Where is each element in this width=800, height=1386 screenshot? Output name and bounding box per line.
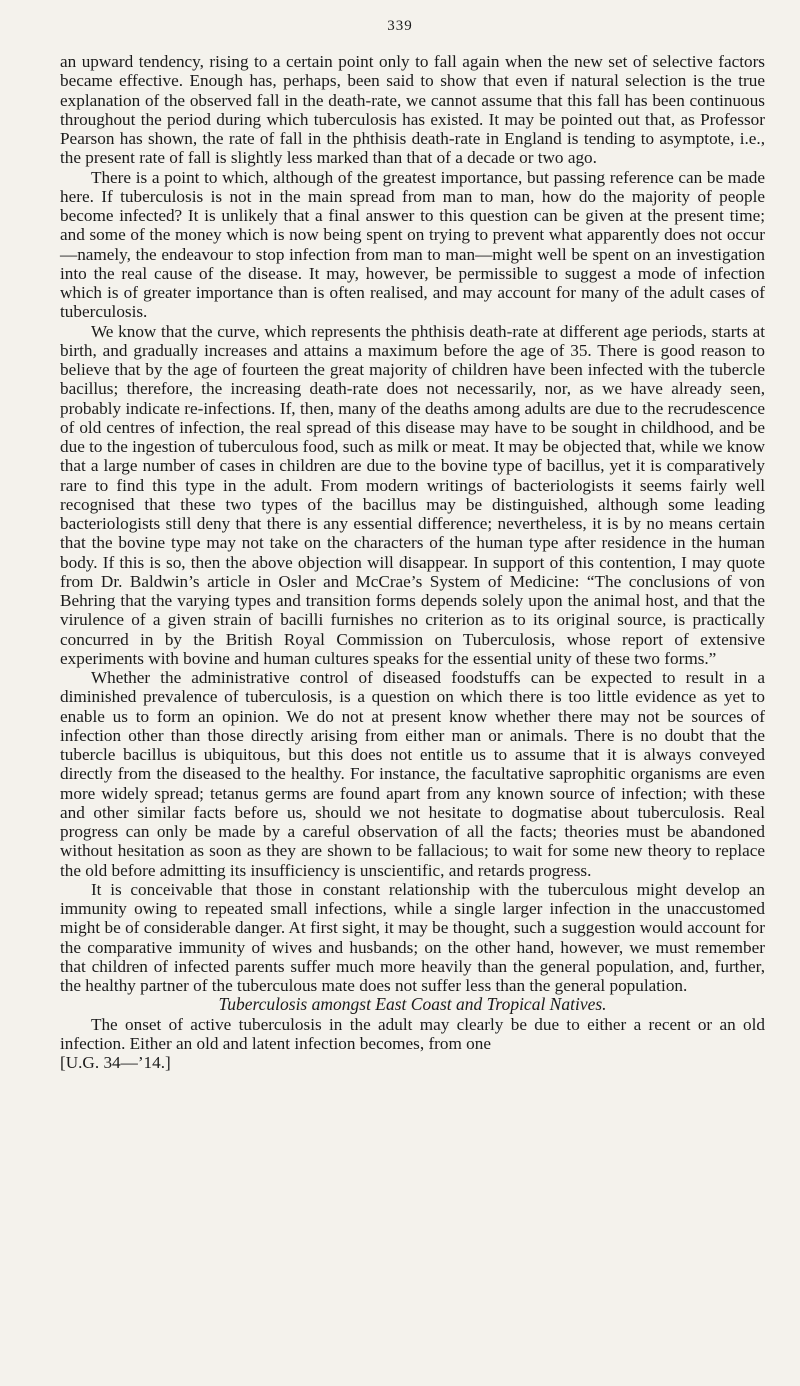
paragraph-6: The onset of active tuberculosis in the adult may clearly be due to either a recent or an old infection. Either an old and latent infection becomes, from one [60, 1014, 765, 1053]
paragraph-2: There is a point to which, although of the greatest importance, but passing reference can be made here. If tuberculosis is not in the main spread from man to man, how do the majority of people become infected? It is unlikely that a final answer to this question can be given at the present time; and some of the money which is now being spent on trying to prevent what apparently does not occur—namely, the endeavour to stop infection from man to man—might well be spent on an investigation into the real cause of the disease. It may, however, be permissible to suggest a mode of infection which is of greater importance than is often realised, and may account for many of the adult cases of tuberculosis. [60, 167, 765, 322]
page-number: 339 [387, 18, 413, 34]
section-heading: Tuberculosis amongst East Coast and Tropical Natives. [218, 994, 607, 1015]
paragraph-3: We know that the curve, which represents the phthisis death-rate at different age periods, starts at birth, and gradually increases and attains a maximum before the age of 35. There is good reason to believe that by the age of fourteen the great majority of children have been infected with the tubercle bacillus; therefore, the increasing death-rate does not necessarily, nor, as we have already seen, probably indicate re-infections. If, then, many of the deaths among adults are due to the recrudescence of old centres of infection, the real spread of this disease may have to be sought in childhood, and be due to the ingestion of tuberculous food, such as milk or meat. It may be objected that, while we know that a large number of cases in children are due to the bovine type of bacillus, yet it is comparatively rare to find this type in the adult. From modern writings of bacteriologists it seems fairly well recognised that these two types of the bacillus may be distinguished, although some leading bacteriologists still deny that there is any essential difference; nevertheless, it is by no means certain that the bovine type may not take on the characters of the human type after residence in the human body. If this is so, then the above objection will disappear. In support of this contention, I may quote from Dr. Baldwin’s article in Osler and McCrae’s System of Medicine: “The conclusions of von Behring that the varying types and transition forms depends solely upon the animal host, and that the virulence of a given strain of bacilli furnishes no criterion as to its original source, is practically concurred in by the British Royal Commission on Tuberculosis, whose report of extensive experiments with bovine and human cultures speaks for the essential unity of these two forms.” [60, 321, 765, 668]
paragraph-1: an upward tendency, rising to a certain point only to fall again when the new set of selective factors became effective. Enough has, perhaps, been said to show that even if natural selection is the true explanation of the observed fall in the death-rate, we cannot assume that this fall has been continuous throughout the period during which tuberculosis has existed. It may be pointed out that, as Professor Pearson has shown, the rate of fall in the phthisis death-rate in England is tending to asymptote, i.e., the present rate of fall is slightly less marked than that of a decade or two ago. [60, 52, 765, 168]
paragraph-5: It is conceivable that those in constant relationship with the tuberculous might develop an immunity owing to repeated small infections, while a single larger infection in the unaccustomed might be of considerable danger. At first sight, it may be thought, such a suggestion would account for the comparative immunity of wives and husbands; on the other hand, however, we must remember that children of infected parents suffer much more heavily than the general population, and, further, the healthy partner of the tuberculous mate does not suffer less than the general population. [60, 879, 765, 995]
footer-reference: [U.G. 34—’14.] [60, 1053, 171, 1072]
paragraph-4: Whether the administrative control of diseased foodstuffs can be expected to result in a diminished prevalence of tuberculosis, is a question on which there is too little evidence as yet to enable us to form an opinion. We do not at present know whether there may not be sources of infection other than those directly arising from either man or animals. There is no doubt that the tubercle bacillus is ubiquitous, but this does not entitle us to assume that it is always conveyed directly from the diseased to the healthy. For instance, the facultative saprophitic organisms are even more widely spread; tetanus germs are found apart from any known source of infection; with these and other similar facts before us, should we not hesitate to dogmatise about tuberculosis. Real progress can only be made by a careful observation of all the facts; theories must be abandoned without hesitation as soon as they are shown to be fallacious; to wait for some new theory to replace the old before admitting its insufficiency is unscientific, and retards progress. [60, 668, 765, 880]
body-text [60, 52, 765, 1072]
